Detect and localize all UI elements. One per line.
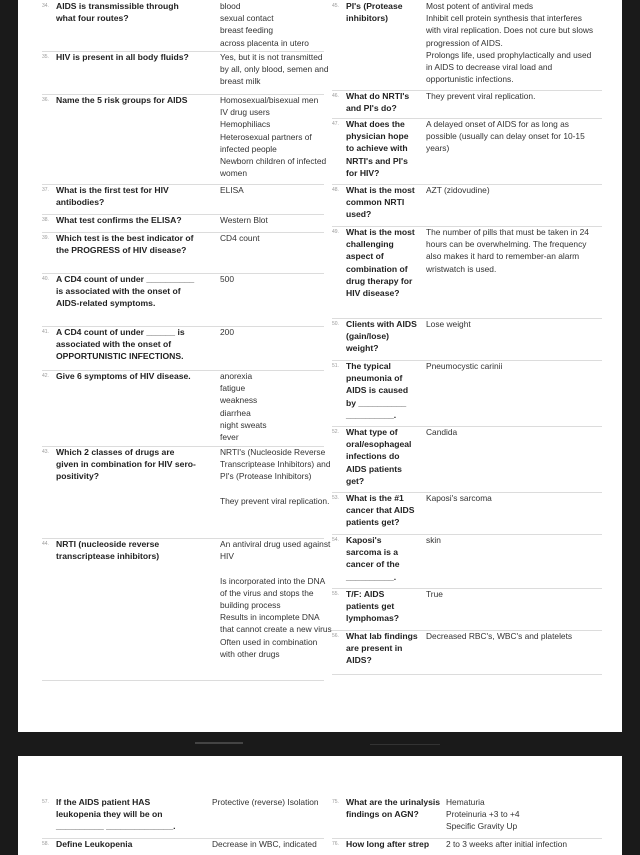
answer-text: They prevent viral replication. xyxy=(426,91,536,101)
answer-text: Lose weight xyxy=(426,319,471,329)
question-text: A CD4 count of under ______ is associated with the onset of OPPORTUNISTIC INFECTIONS. xyxy=(56,327,185,362)
answer-text: Candida xyxy=(426,427,458,437)
question-text: What is the first test for HIV antibodies? xyxy=(56,185,169,208)
answer-text: Most potent of antiviral meds Inhibit cell protein synthesis that interferes with viral replication. Does not cure but slows progression of AIDS. Prolongs life, used prophylactically and used in AIDS to decrease viral load and opportunistic infections. xyxy=(426,1,594,85)
question-text: NRTI (nucleoside reverse transcriptease inhibitors) xyxy=(56,539,160,562)
answer-text: 200 xyxy=(220,327,234,337)
qa-item xyxy=(332,90,602,119)
item-number: 42. xyxy=(42,373,49,379)
question-text: Clients with AIDS (gain/lose) weight? xyxy=(346,319,417,354)
question-text: If the AIDS patient HAS leukopenia they will be on __________ ______________. xyxy=(56,797,176,832)
page-divider-mark xyxy=(370,744,440,745)
question-text: HIV is present in all body fluids? xyxy=(56,52,189,62)
qa-item xyxy=(332,318,602,361)
document-page-2 xyxy=(18,756,622,855)
answer-text: anorexia fatigue weakness diarrhea night sweats fever xyxy=(220,371,267,443)
answer-text: NRTI's (Nucleoside Reverse Transcriptease Inhibitors) and PI's (Protease Inhibitors) They prevent viral replication. xyxy=(220,447,331,506)
answer-text: Hematuria Proteinuria +3 to +4 Specific Gravity Up xyxy=(446,797,520,832)
question-text: What is the #1 cancer that AIDS patients get? xyxy=(346,493,415,528)
qa-item xyxy=(332,534,602,589)
qa-item xyxy=(42,838,324,855)
document-page-1 xyxy=(18,0,622,732)
qa-item xyxy=(332,426,602,493)
answer-text: skin xyxy=(426,535,441,545)
item-number: 58. xyxy=(42,841,49,847)
answer-text: Protective (reverse) Isolation xyxy=(212,797,319,807)
item-number: 55. xyxy=(332,591,339,597)
answer-text: Kaposi's sarcoma xyxy=(426,493,492,503)
item-number: 47. xyxy=(332,121,339,127)
qa-item xyxy=(42,184,324,215)
question-text: What test confirms the ELISA? xyxy=(56,215,182,225)
question-text: How long after strep xyxy=(346,839,430,849)
item-number: 35. xyxy=(42,54,49,60)
qa-item xyxy=(42,538,332,681)
item-number: 34. xyxy=(42,3,49,9)
qa-item xyxy=(332,118,602,185)
qa-item xyxy=(42,232,324,274)
answer-text: 2 to 3 weeks after initial infection xyxy=(446,839,568,849)
question-text: Which 2 classes of drugs are given in combination for HIV sero-positivity? xyxy=(56,447,196,482)
item-number: 52. xyxy=(332,429,339,435)
qa-item xyxy=(42,51,329,95)
item-number: 57. xyxy=(42,799,49,805)
qa-item xyxy=(42,214,324,233)
question-text: T/F: AIDS patients get lymphomas? xyxy=(346,589,400,624)
question-text: What is the most challenging aspect of combination of drug therapy for HIV disease? xyxy=(346,227,415,299)
answer-text: AZT (zidovudine) xyxy=(426,185,490,195)
answer-text: An antiviral drug used against HIV Is incorporated into the DNA of the virus and stops the building process Results in incomplete DNA that cannot create a new virus Often used in combination with other drugs xyxy=(220,539,332,659)
question-text: What lab findings are present in AIDS? xyxy=(346,631,418,666)
item-number: 39. xyxy=(42,235,49,241)
item-number: 51. xyxy=(332,363,339,369)
qa-item xyxy=(332,492,602,535)
answer-text: Decrease in WBC, indicated xyxy=(212,839,317,849)
question-text: Give 6 symptoms of HIV disease. xyxy=(56,371,191,381)
item-number: 56. xyxy=(332,633,339,639)
answer-text: 500 xyxy=(220,274,234,284)
item-number: 40. xyxy=(42,276,49,282)
item-number: 76. xyxy=(332,841,339,847)
item-number: 37. xyxy=(42,187,49,193)
item-number: 48. xyxy=(332,187,339,193)
item-number: 54. xyxy=(332,537,339,543)
item-number: 45. xyxy=(332,3,339,9)
answer-text: A delayed onset of AIDS for as long as possible (usually can delay onset for 10-15 years) xyxy=(426,119,585,154)
question-text: AIDS is transmissible through what four routes? xyxy=(56,1,179,24)
item-number: 53. xyxy=(332,495,339,501)
item-number: 75. xyxy=(332,799,339,805)
answer-text: Western Blot xyxy=(220,215,268,225)
qa-item xyxy=(332,226,602,319)
answer-text: The number of pills that must be taken in 24 hours can be overwhelming. The frequency also makes it hard to remember-an alarm wristwatch is used. xyxy=(426,227,589,274)
qa-item xyxy=(332,796,602,839)
qa-item xyxy=(42,446,331,539)
question-text: The typical pneumonia of AIDS is caused by __________ __________. xyxy=(346,361,409,420)
item-number: 49. xyxy=(332,229,339,235)
qa-item xyxy=(332,630,602,675)
qa-item xyxy=(42,273,324,327)
question-text: Which test is the best indicator of the PROGRESS of HIV disease? xyxy=(56,233,194,256)
answer-text: Homosexual/bisexual men IV drug users Hemophiliacs Heterosexual partners of infected people Newborn children of infected women xyxy=(220,95,327,179)
question-text: Name the 5 risk groups for AIDS xyxy=(56,95,188,105)
answer-text: Decreased RBC's, WBC's and platelets xyxy=(426,631,573,641)
item-number: 36. xyxy=(42,97,49,103)
qa-item xyxy=(42,796,324,839)
qa-item xyxy=(42,326,324,371)
question-text: Kaposi's sarcoma is a cancer of the __________. xyxy=(346,535,400,582)
item-number: 43. xyxy=(42,449,49,455)
page-divider-mark xyxy=(195,742,243,744)
answer-text: CD4 count xyxy=(220,233,260,243)
qa-item xyxy=(332,360,602,427)
qa-item xyxy=(332,588,602,631)
question-text: What are the urinalysis findings on AGN? xyxy=(346,797,441,820)
answer-text: ELISA xyxy=(220,185,244,195)
question-text: A CD4 count of under __________ is associated with the onset of AIDS-related symptoms. xyxy=(56,274,195,309)
item-number: 46. xyxy=(332,93,339,99)
item-number: 38. xyxy=(42,217,49,223)
question-text: What type of oral/esophageal infections do AIDS patients get? xyxy=(346,427,412,486)
qa-item xyxy=(332,184,602,227)
answer-text: blood sexual contact breast feeding across placenta in utero xyxy=(220,1,309,48)
question-text: What do NRTI's and PI's do? xyxy=(346,91,410,114)
qa-item xyxy=(42,94,327,185)
qa-item xyxy=(332,0,602,91)
item-number: 50. xyxy=(332,321,339,327)
item-number: 41. xyxy=(42,329,49,335)
item-number: 44. xyxy=(42,541,49,547)
answer-text: True xyxy=(426,589,443,599)
question-text: What does the physician hope to achieve with NRTI's and PI's for HIV? xyxy=(346,119,409,178)
qa-item xyxy=(332,838,602,855)
question-text: Define Leukopenia xyxy=(56,839,133,849)
qa-item xyxy=(42,0,324,52)
answer-text: Yes, but it is not transmitted by all, only blood, semen and breast milk xyxy=(220,52,329,87)
qa-item xyxy=(42,370,324,447)
question-text: What is the most common NRTI used? xyxy=(346,185,415,220)
answer-text: Pneumocystic carinii xyxy=(426,361,503,371)
question-text: PI's (Protease inhibitors) xyxy=(346,1,403,24)
